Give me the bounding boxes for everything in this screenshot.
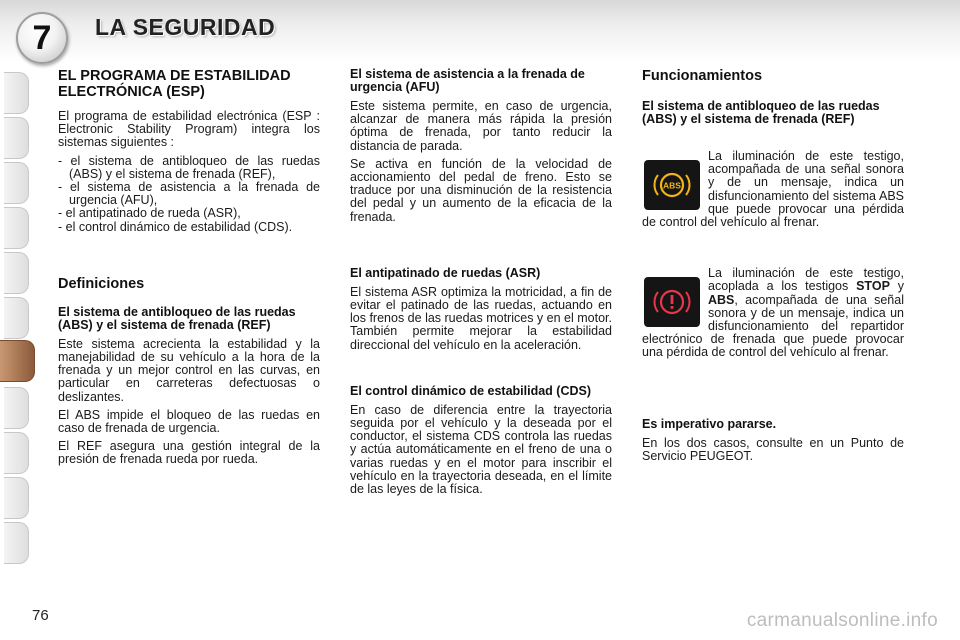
esp-systems-list [58, 155, 320, 234]
abs-warning-block [642, 150, 904, 229]
abs-label: ABS [708, 292, 735, 307]
imperative-heading: Es imperativo pararse. [642, 416, 777, 431]
chapter-tab[interactable] [4, 387, 29, 429]
chapter-tab-active[interactable] [0, 340, 35, 382]
abs-definition-p1: Este sistema acrecienta la estabilidad y la manejabilidad de su vehículo a la hora de la frenada y un mejor control en las curvas, en particular en carreteras defectuosas o deslizantes. [58, 336, 320, 404]
watermark: carmanualsonline.info [746, 610, 938, 631]
chapter-tab[interactable] [4, 477, 29, 519]
svg-text:ABS: ABS [663, 180, 681, 191]
functions-abs-heading: El sistema de antibloqueo de las ruedas (ABS) y el sistema de frenada (REF) [642, 99, 880, 126]
list-item: - el control dinámico de estabilidad (CDS). [58, 219, 293, 234]
ref-warning-text-part: , acompañada de una señal sonora y de un mensaje, indica un disfuncionamiento del repartidor electrónico de frenada que puede provocar una pérdida de control del vehículo al frenar. [642, 292, 904, 360]
chapter-tab[interactable] [4, 252, 29, 294]
esp-title: EL PROGRAMA DE ESTABILIDAD ELECTRÓNICA (ESP) [58, 68, 291, 100]
imperative-text: En los dos casos, consulte en un Punto de Servicio PEUGEOT. [642, 435, 904, 463]
functions-heading: Funcionamientos [642, 68, 763, 84]
abs-warning-text: La iluminación de este testigo, acompañada de una señal sonora y de un mensaje, indica un disfuncionamiento del sistema ABS que puede provocar una pérdida de control del vehículo al frenar. [642, 149, 904, 230]
list-item: - el antipatinado de rueda (ASR), [58, 206, 241, 221]
chapter-tab[interactable] [4, 522, 29, 564]
chapter-title: LA SEGURIDAD [95, 14, 276, 40]
column-systems [350, 64, 612, 501]
ref-warning-text-part: La iluminación de este testigo, acoplada a los testigos [708, 266, 904, 294]
brake-warning-lamp-icon [644, 277, 700, 327]
page-number: 76 [32, 607, 49, 624]
afu-p1: Este sistema permite, en caso de urgencia, alcanzar de manera más rápida la presión óptima de frenada, por tanto reducir la distancia de parada. [350, 99, 612, 153]
asr-p1: El sistema ASR optimiza la motricidad, a fin de evitar el patinado de las ruedas, actuando en los frenos de las ruedas motrices y en el motor. También permite mejorar la estabilidad direccional del vehículo en la aceleración. [350, 284, 612, 352]
abs-definition-p3: El REF asegura una gestión integral de la presión de frenada rueda por rueda. [58, 439, 320, 467]
chapter-number: 7 [32, 18, 52, 57]
chapter-tab[interactable] [4, 297, 29, 339]
stop-label: STOP [856, 279, 890, 294]
abs-warning-lamp-icon [644, 160, 700, 210]
chapter-tab[interactable] [4, 207, 29, 249]
ref-warning-text-part: y [897, 279, 904, 294]
afu-p2: Se activa en función de la velocidad de accionamiento del pedal de freno. Esto se traduce por una disminución de la resistencia del pedal y un aumento de la eficacia de la frenada. [350, 156, 612, 224]
definitions-heading: Definiciones [58, 275, 145, 292]
afu-heading: El sistema de asistencia a la frenada de urgencia (AFU) [350, 67, 585, 94]
chapter-tab[interactable] [4, 72, 29, 114]
chapter-tabs [0, 62, 30, 582]
asr-heading: El antipatinado de ruedas (ASR) [350, 265, 541, 280]
ref-warning-block [642, 267, 904, 359]
column-functions [642, 64, 904, 468]
chapter-tab[interactable] [4, 162, 29, 204]
column-esp [58, 64, 320, 472]
cds-p1: En caso de diferencia entre la trayectoria seguida por el vehículo y la deseada por el conductor, el sistema CDS controla las ruedas y actúa automáticamente en el freno de una o varias ruedas y en el motor para inscribir el vehículo en la trayectoria deseada, en el límite de las leyes de la física. [350, 402, 612, 497]
chapter-number-badge [16, 12, 68, 64]
abs-definition-p2: El ABS impide el bloqueo de las ruedas en caso de frenada de urgencia. [58, 407, 320, 436]
list-item: - el sistema de antibloqueo de las ruedas (ABS) y el sistema de frenada (REF), [58, 153, 320, 181]
esp-intro: El programa de estabilidad electrónica (ESP : Electronic Stability Program) integra los sistemas siguientes : [58, 109, 320, 150]
chapter-tab[interactable] [4, 117, 29, 159]
abs-definition-heading: El sistema de antibloqueo de las ruedas (ABS) y el sistema de frenada (REF) [58, 304, 296, 332]
chapter-tab[interactable] [4, 432, 29, 474]
list-item: - el sistema de asistencia a la frenada de urgencia (AFU), [58, 180, 320, 208]
cds-heading: El control dinámico de estabilidad (CDS) [350, 383, 592, 398]
